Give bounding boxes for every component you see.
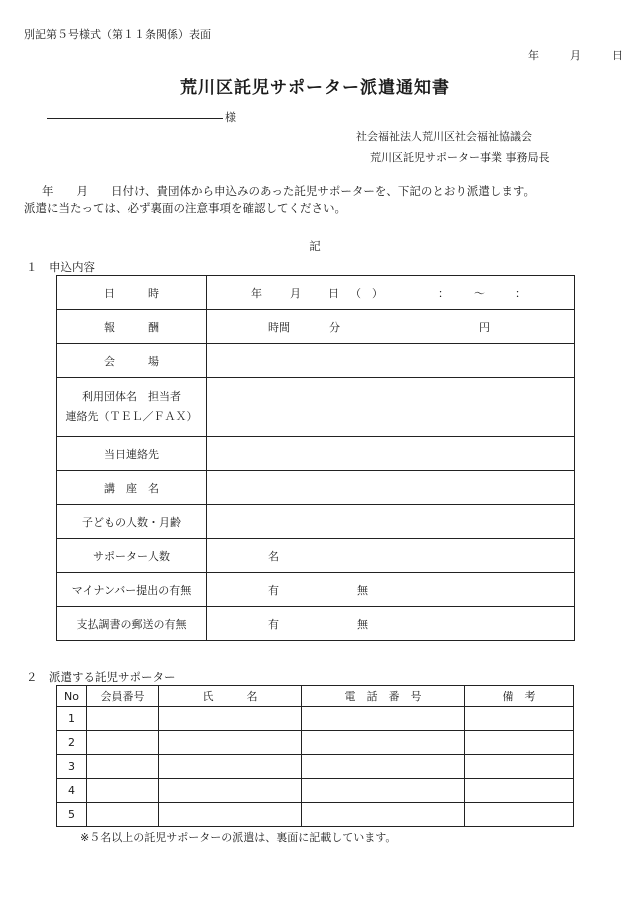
section-1-heading: １ 申込内容 [26, 260, 95, 274]
issuer-organization: 社会福祉法人荒川区社会福祉協議会 [356, 130, 532, 143]
name-cell[interactable] [159, 755, 302, 779]
value-datetime[interactable] [207, 276, 575, 310]
label-mynumber: マイナンバー提出の有無 [57, 573, 207, 607]
remarks-cell[interactable] [465, 755, 574, 779]
row-payment-record [57, 607, 575, 641]
row-supporter-count [57, 539, 575, 573]
dt-weekday: （ ） [350, 286, 383, 300]
label-supporter-count: サポーター人数 [57, 539, 207, 573]
remarks-cell[interactable] [465, 707, 574, 731]
phone-cell[interactable] [302, 731, 465, 755]
form-label: 別記第５号様式（第１１条関係）表面 [24, 28, 211, 41]
dt-colon-start: ： [438, 286, 449, 300]
value-fee[interactable] [207, 310, 575, 344]
dt-day: 日 [328, 286, 339, 300]
table-row [57, 731, 574, 755]
value-organization[interactable] [207, 378, 575, 437]
dt-year: 年 [251, 286, 262, 300]
payment-record-yes: 有 [268, 617, 279, 631]
label-day-contact: 当日連絡先 [57, 437, 207, 471]
dt-month: 月 [290, 286, 301, 300]
dt-tilde: ～ [474, 286, 485, 300]
name-cell[interactable] [159, 731, 302, 755]
row-children [57, 505, 575, 539]
member-number-cell[interactable] [87, 755, 159, 779]
value-venue[interactable] [207, 344, 575, 378]
row-organization [57, 378, 575, 437]
phone-cell[interactable] [302, 707, 465, 731]
member-number-cell[interactable] [87, 731, 159, 755]
date-day: 日 [612, 49, 623, 62]
label-organization [57, 378, 207, 437]
document-title: 荒川区託児サポーター派遣通知書 [180, 78, 450, 98]
supporter-table-header [57, 686, 574, 707]
date-year: 年 [528, 49, 539, 62]
row-number: 3 [57, 755, 87, 779]
name-cell[interactable] [159, 779, 302, 803]
value-children[interactable] [207, 505, 575, 539]
remarks-cell[interactable] [465, 803, 574, 827]
mynumber-yes: 有 [268, 583, 279, 597]
member-number-cell[interactable] [87, 779, 159, 803]
footnote: ※５名以上の託児サポーターの派遣は、裏面に記載しています。 [80, 831, 397, 844]
col-name: 氏 名 [159, 686, 302, 707]
issue-date [528, 47, 623, 63]
application-details-table [56, 275, 575, 641]
member-number-cell[interactable] [87, 803, 159, 827]
dt-colon-end: ： [515, 286, 526, 300]
row-course-name [57, 471, 575, 505]
label-fee: 報 酬 [57, 310, 207, 344]
label-venue: 会 場 [57, 344, 207, 378]
table-row [57, 779, 574, 803]
mynumber-no: 無 [357, 583, 368, 597]
row-mynumber [57, 573, 575, 607]
row-number: 2 [57, 731, 87, 755]
value-payment-record[interactable] [207, 607, 575, 641]
col-member-number: 会員番号 [87, 686, 159, 707]
value-course-name[interactable] [207, 471, 575, 505]
body-text-line-1: 年 月 日付け、貴団体から申込みのあった託児サポーターを、下記のとおり派遣します。 [42, 184, 535, 198]
row-number: 1 [57, 707, 87, 731]
row-number: 5 [57, 803, 87, 827]
row-datetime [57, 276, 575, 310]
payment-record-no: 無 [357, 617, 368, 631]
phone-cell[interactable] [302, 803, 465, 827]
row-number: 4 [57, 779, 87, 803]
member-number-cell[interactable] [87, 707, 159, 731]
name-cell[interactable] [159, 803, 302, 827]
value-day-contact[interactable] [207, 437, 575, 471]
label-children: 子どもの人数・月齢 [57, 505, 207, 539]
row-fee [57, 310, 575, 344]
label-datetime: 日 時 [57, 276, 207, 310]
table-row [57, 755, 574, 779]
fee-minutes: 分 [329, 320, 340, 334]
name-cell[interactable] [159, 707, 302, 731]
supporter-count-unit: 名 [268, 549, 279, 563]
body-text-line-2: 派遣に当たっては、必ず裏面の注意事項を確認してください。 [24, 201, 346, 215]
date-month: 月 [570, 49, 581, 62]
label-organization-line-1: 利用団体名 担当者 [82, 390, 181, 403]
table-row [57, 707, 574, 731]
value-mynumber[interactable] [207, 573, 575, 607]
issuer-title: 荒川区託児サポーター事業 事務局長 [370, 151, 550, 164]
section-2-heading: ２ 派遣する託児サポーター [26, 670, 176, 684]
addressee-suffix: 様 [225, 111, 236, 124]
remarks-cell[interactable] [465, 731, 574, 755]
fee-yen: 円 [479, 320, 490, 334]
value-supporter-count[interactable] [207, 539, 575, 573]
table-row [57, 803, 574, 827]
row-day-contact [57, 437, 575, 471]
ki-heading: 記 [309, 239, 321, 253]
addressee-line [47, 118, 223, 119]
phone-cell[interactable] [302, 755, 465, 779]
phone-cell[interactable] [302, 779, 465, 803]
col-phone: 電 話 番 号 [302, 686, 465, 707]
fee-hours: 時間 [268, 320, 290, 334]
row-venue [57, 344, 575, 378]
label-course-name: 講 座 名 [57, 471, 207, 505]
label-payment-record: 支払調書の郵送の有無 [57, 607, 207, 641]
label-organization-line-2: 連絡先（ＴＥＬ／ＦＡＸ） [65, 410, 198, 423]
col-no: No [57, 686, 87, 707]
supporter-table [56, 685, 574, 827]
remarks-cell[interactable] [465, 779, 574, 803]
col-remarks: 備 考 [465, 686, 574, 707]
